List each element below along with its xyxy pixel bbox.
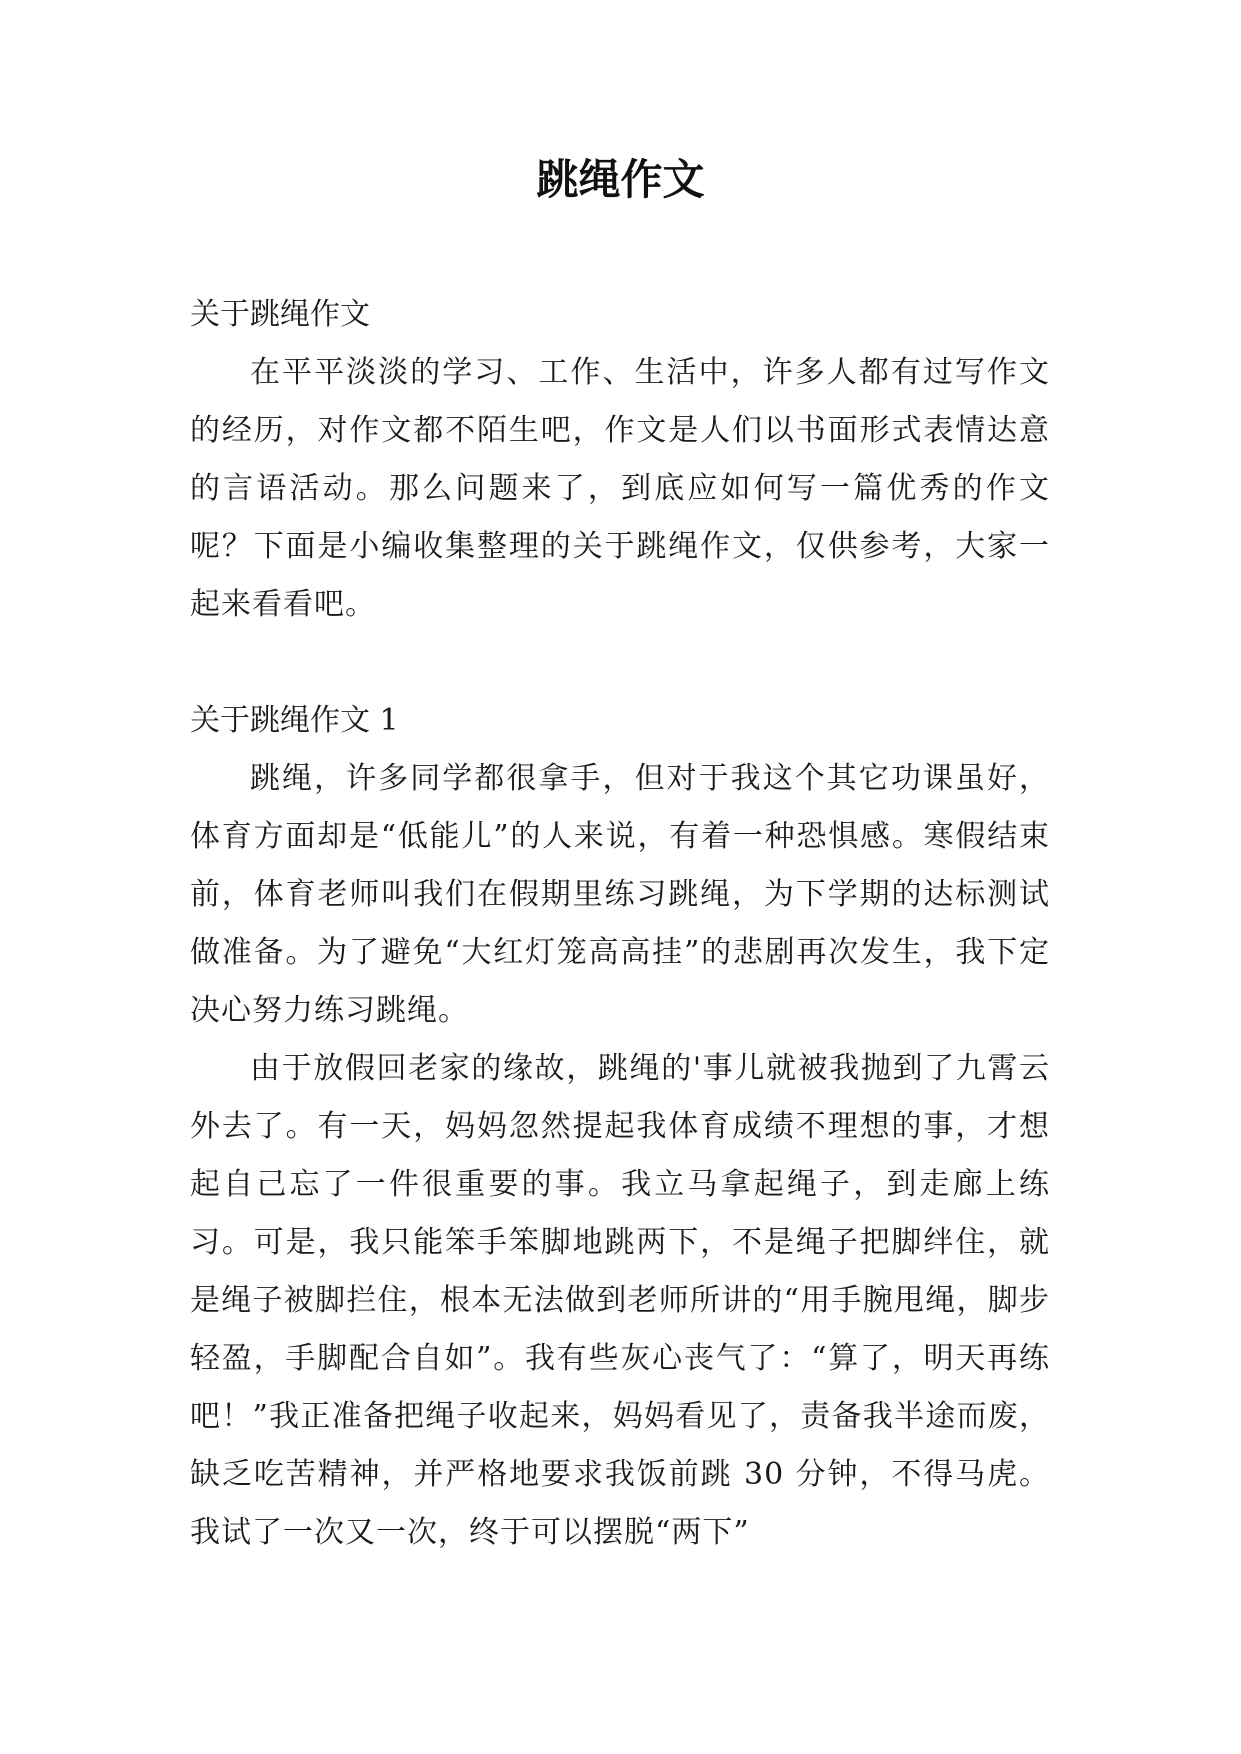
section-spacer (190, 634, 1050, 692)
intro-paragraph: 在平平淡淡的学习、工作、生活中，许多人都有过写作文的经历，对作文都不陌生吧，作文是人们以书面形式表情达意的言语活动。那么问题来了，到底应如何写一篇优秀的作文呢？下面是小编收集整理的关于跳绳作文，仅供参考，大家一起来看看吧。 (190, 355, 1050, 622)
section1-paragraph-2: 由于放假回老家的缘故，跳绳的'事儿就被我抛到了九霄云外去了。有一天，妈妈忽然提起我体育成绩不理想的事，才想起自己忘了一件很重要的事。我立马拿起绳子，到走廊上练习。可是，我只能笨手笨脚地跳两下，不是绳子把脚绊住，就是绳子被脚拦住，根本无法做到老师所讲的“用手腕甩绳，脚步轻盈，手脚配合自如”。我有些灰心丧气了：“算了，明天再练吧！”我正准备把绳子收起来，妈妈看见了，责备我半途而废，缺乏吃苦精神，并严格地要求我饭前跳 30 分钟，不得马虎。我试了一次又一次，终于可以摆脱“两下” (190, 1051, 1050, 1550)
section1-heading: 关于跳绳作文 1 (190, 703, 399, 738)
document-title: 跳绳作文 (536, 155, 705, 204)
document-body (190, 286, 1050, 1562)
intro-heading: 关于跳绳作文 (190, 297, 370, 332)
section1-paragraph-1: 跳绳，许多同学都很拿手，但对于我这个其它功课虽好，体育方面却是“低能儿”的人来说，有着一种恐惧感。寒假结束前，体育老师叫我们在假期里练习跳绳，为下学期的达标测试做准备。为了避免“大红灯笼高高挂”的悲剧再次发生，我下定决心努力练习跳绳。 (190, 761, 1050, 1028)
